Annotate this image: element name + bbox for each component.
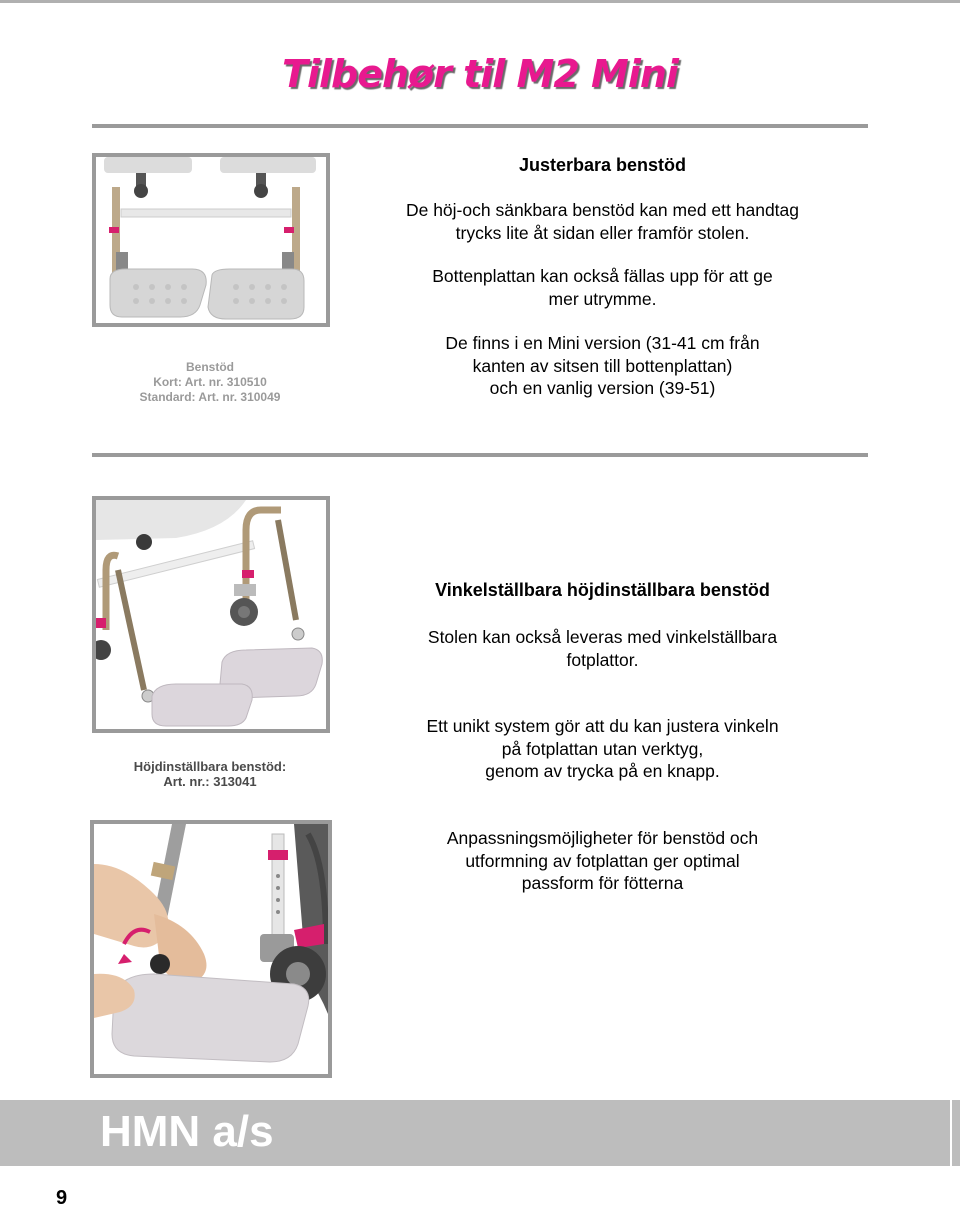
text-line: på fotplattan utan verktyg, [501,738,704,759]
text-line: passform för fötterna [521,873,684,893]
page-number: 9 [56,1187,68,1209]
text-line: Stolen kan också leveras med vinkelställbara [427,627,778,647]
caption-art-standard: Standard: Art. nr. 310049 [139,390,281,404]
section1-para2 [370,265,835,310]
text-line: och en vanlig version (39-51) [489,378,716,398]
divider-top [92,124,868,128]
section1-para3 [370,332,835,400]
text-line: Ett unikt system gör att du kan justera vinkeln [426,716,779,736]
top-border [0,0,960,3]
text-line: genom av trycka på en knapp. [485,761,720,781]
section2-heading: Vinkelställbara höjdinställbara benstöd [435,580,770,600]
caption-title: Höjdinställbara benstöd: [133,759,287,774]
caption-title: Benstöd [186,360,234,374]
legrest-caption [100,360,320,405]
section1-para1 [370,199,835,244]
caption-art-number: Art. nr.: 313041 [163,774,257,789]
text-line: Bottenplattan kan också fällas upp för att ge [432,266,773,286]
section2-para1 [370,626,835,671]
text-line: fotplattor. [566,649,639,670]
text-line: utformning av fotplattan ger optimal [465,850,740,871]
text-line: Anpassningsmöjligheter för benstöd och [446,828,759,848]
footplate-adjust-photo [90,820,332,1078]
section1-heading: Justerbara benstöd [518,155,687,175]
text-line: kanten av sitsen till bottenplattan) [472,355,733,376]
text-line: De finns i en Mini version (31-41 cm från [445,333,760,353]
legrest-photo [92,153,330,327]
adjustable-legrest-photo [92,496,330,733]
text-line: trycks lite åt sidan eller framför stolen. [455,222,750,243]
section2-para3 [370,827,835,895]
text-line: mer utrymme. [548,288,657,309]
page-title: Tilbehør til M2 Mini [282,52,678,96]
text-line: De höj-och sänkbara benstöd kan med ett handtag [405,200,800,220]
divider-middle [92,453,868,457]
footer-edge [950,1100,952,1166]
company-name: HMN a/s [100,1107,274,1156]
section2-para2 [370,715,835,783]
adjustable-legrest-caption [100,759,320,789]
caption-art-short: Kort: Art. nr. 310510 [153,375,267,389]
